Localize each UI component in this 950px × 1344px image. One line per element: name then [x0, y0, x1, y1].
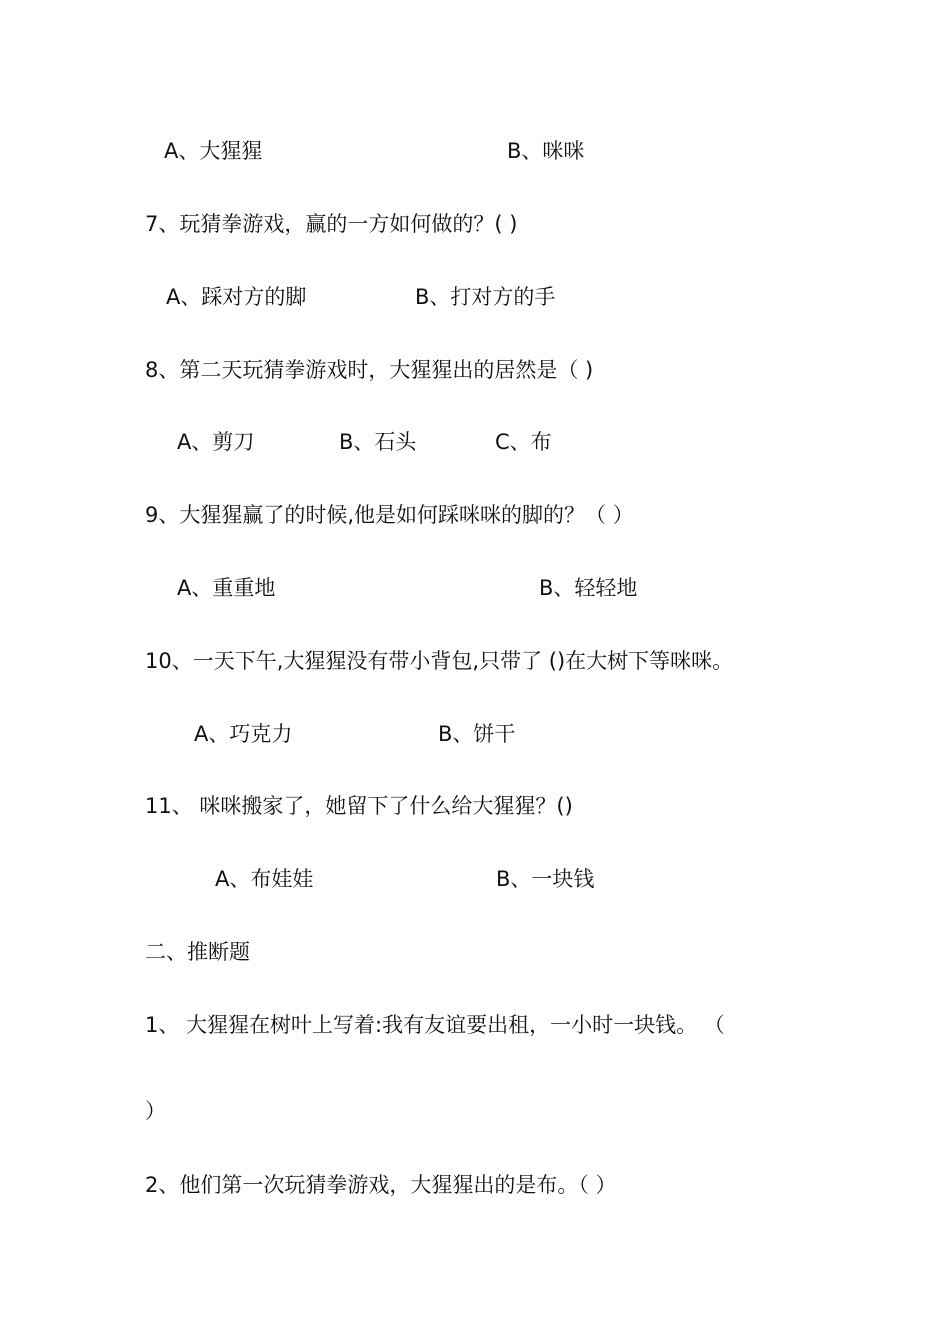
- q8-option-c: C、布: [495, 430, 552, 454]
- q11-option-a: A、布娃娃: [215, 867, 314, 891]
- q7-question: 7、玩猜拳游戏，赢的一方如何做的？( ): [145, 212, 518, 236]
- q8-option-a: A、剪刀: [177, 430, 255, 454]
- q7-option-b: B、打对方的手: [415, 285, 556, 309]
- q9-option-b: B、轻轻地: [539, 576, 638, 600]
- q7-option-a: A、踩对方的脚: [166, 285, 307, 309]
- judgment-item-1-line2: ）: [145, 1099, 166, 1123]
- q9-question: 9、大猩猩赢了的时候,他是如何踩咪咪的脚的？（ ）: [145, 503, 634, 527]
- section2-heading: 二、推断题: [145, 940, 250, 964]
- q10-option-b: B、饼干: [438, 722, 516, 746]
- q10-option-a: A、巧克力: [194, 722, 293, 746]
- judgment-item-2: 2、他们第一次玩猜拳游戏，大猩猩出的是布。（ ）: [145, 1173, 617, 1197]
- q6-option-a: A、大猩猩: [164, 139, 263, 163]
- q6-option-b: B、咪咪: [507, 139, 585, 163]
- q9-option-a: A、重重地: [177, 576, 276, 600]
- q8-option-b: B、石头: [339, 430, 417, 454]
- q10-question: 10、一天下午,大猩猩没有带小背包,只带了 ()在大树下等咪咪。: [145, 649, 734, 673]
- judgment-item-1-line1: 1、 大猩猩在树叶上写着:我有友谊要出租，一小时一块钱。 （: [145, 1013, 725, 1037]
- q11-option-b: B、一块钱: [496, 867, 595, 891]
- q8-question: 8、第二天玩猜拳游戏时，大猩猩出的居然是（ ): [145, 358, 594, 382]
- q11-question: 11、 咪咪搬家了，她留下了什么给大猩猩？(): [145, 794, 573, 818]
